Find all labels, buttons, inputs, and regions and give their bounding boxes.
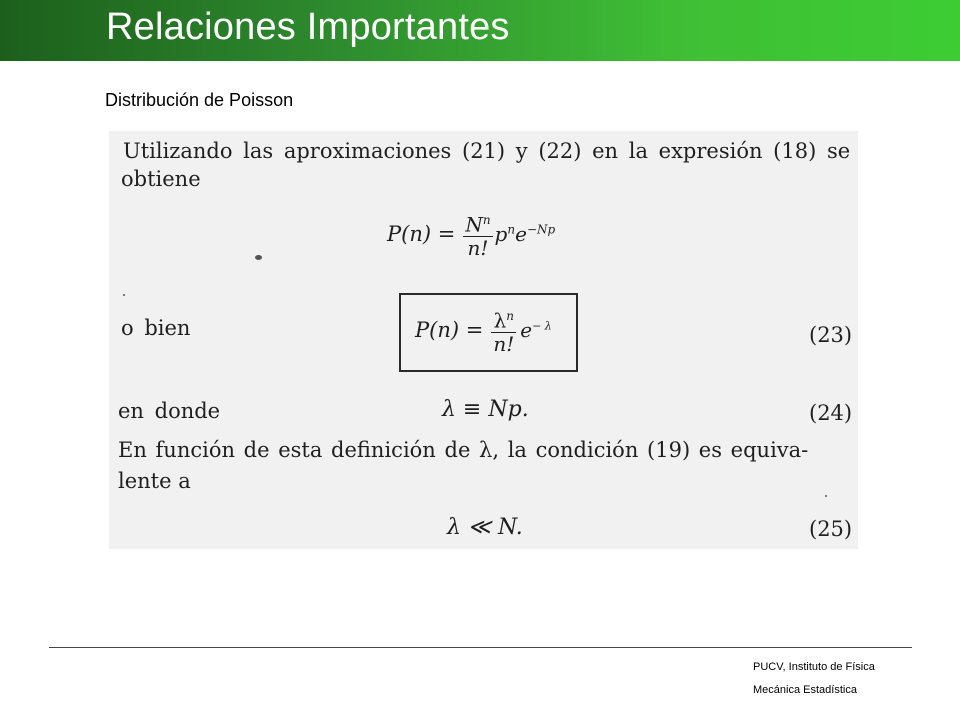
excerpt-o-bien: o bien (121, 316, 191, 340)
excerpt-line-2: obtiene (121, 167, 201, 191)
scanned-excerpt (109, 131, 858, 549)
poisson-eq-expanded (387, 209, 555, 259)
eq1-tail-p: p (494, 221, 508, 246)
eq1-denominator: n! (467, 235, 489, 260)
eq2-tail (520, 318, 552, 342)
eq1-fraction (463, 209, 492, 259)
slide-subtitle: Distribución de Poisson (105, 90, 294, 110)
equation-number-24: (24) (809, 401, 853, 425)
eq2-lhs: P(n) = (415, 317, 484, 342)
footer-institution: PUCV, Instituto de Física (753, 661, 875, 673)
excerpt-line-lente: lente a (118, 469, 191, 493)
excerpt-en-donde: en donde (118, 399, 221, 423)
eq2-denominator: n! (493, 331, 515, 356)
eq1-tail (495, 222, 556, 246)
eq2-numerator-base: λ (493, 308, 507, 333)
scan-speck (255, 255, 262, 260)
title-bar (0, 0, 960, 61)
footer-divider (49, 647, 912, 648)
eq1-lhs: P(n) = (387, 221, 456, 246)
equation-lambda-np: λ ≡ Np. (442, 397, 529, 422)
scan-speck (825, 495, 827, 497)
eq2-numerator-exp: n (506, 309, 514, 323)
scan-speck (123, 294, 125, 296)
excerpt-line-funcion: En función de esta definición de λ, la condición (19) es equiva- (118, 438, 809, 462)
eq2-tail-e-exp: − λ (532, 319, 552, 333)
eq2-fraction (491, 305, 516, 355)
footer-course: Mecánica Estadística (753, 684, 857, 696)
eq2-tail-e: e (520, 317, 533, 342)
boxed-poisson-formula (399, 293, 578, 372)
eq1-numerator (463, 209, 492, 237)
poisson-eq-boxed (415, 305, 552, 355)
slide-title: Relaciones Importantes (106, 6, 510, 48)
eq1-numerator-base: N (465, 212, 483, 237)
equation-lambda-much-less-n: λ ≪ N. (447, 515, 523, 540)
eq1-numerator-exp: n (482, 213, 491, 227)
eq1-tail-e-exp: −Np (526, 222, 556, 237)
eq1-tail-p-exp: n (507, 222, 516, 237)
equation-number-23: (23) (809, 323, 853, 347)
eq2-numerator (491, 305, 516, 333)
eq1-tail-e: e (515, 221, 527, 246)
excerpt-line-1: Utilizando las aproximaciones (21) y (22) en la expresión (18) se (123, 139, 851, 163)
equation-number-25: (25) (809, 517, 853, 541)
